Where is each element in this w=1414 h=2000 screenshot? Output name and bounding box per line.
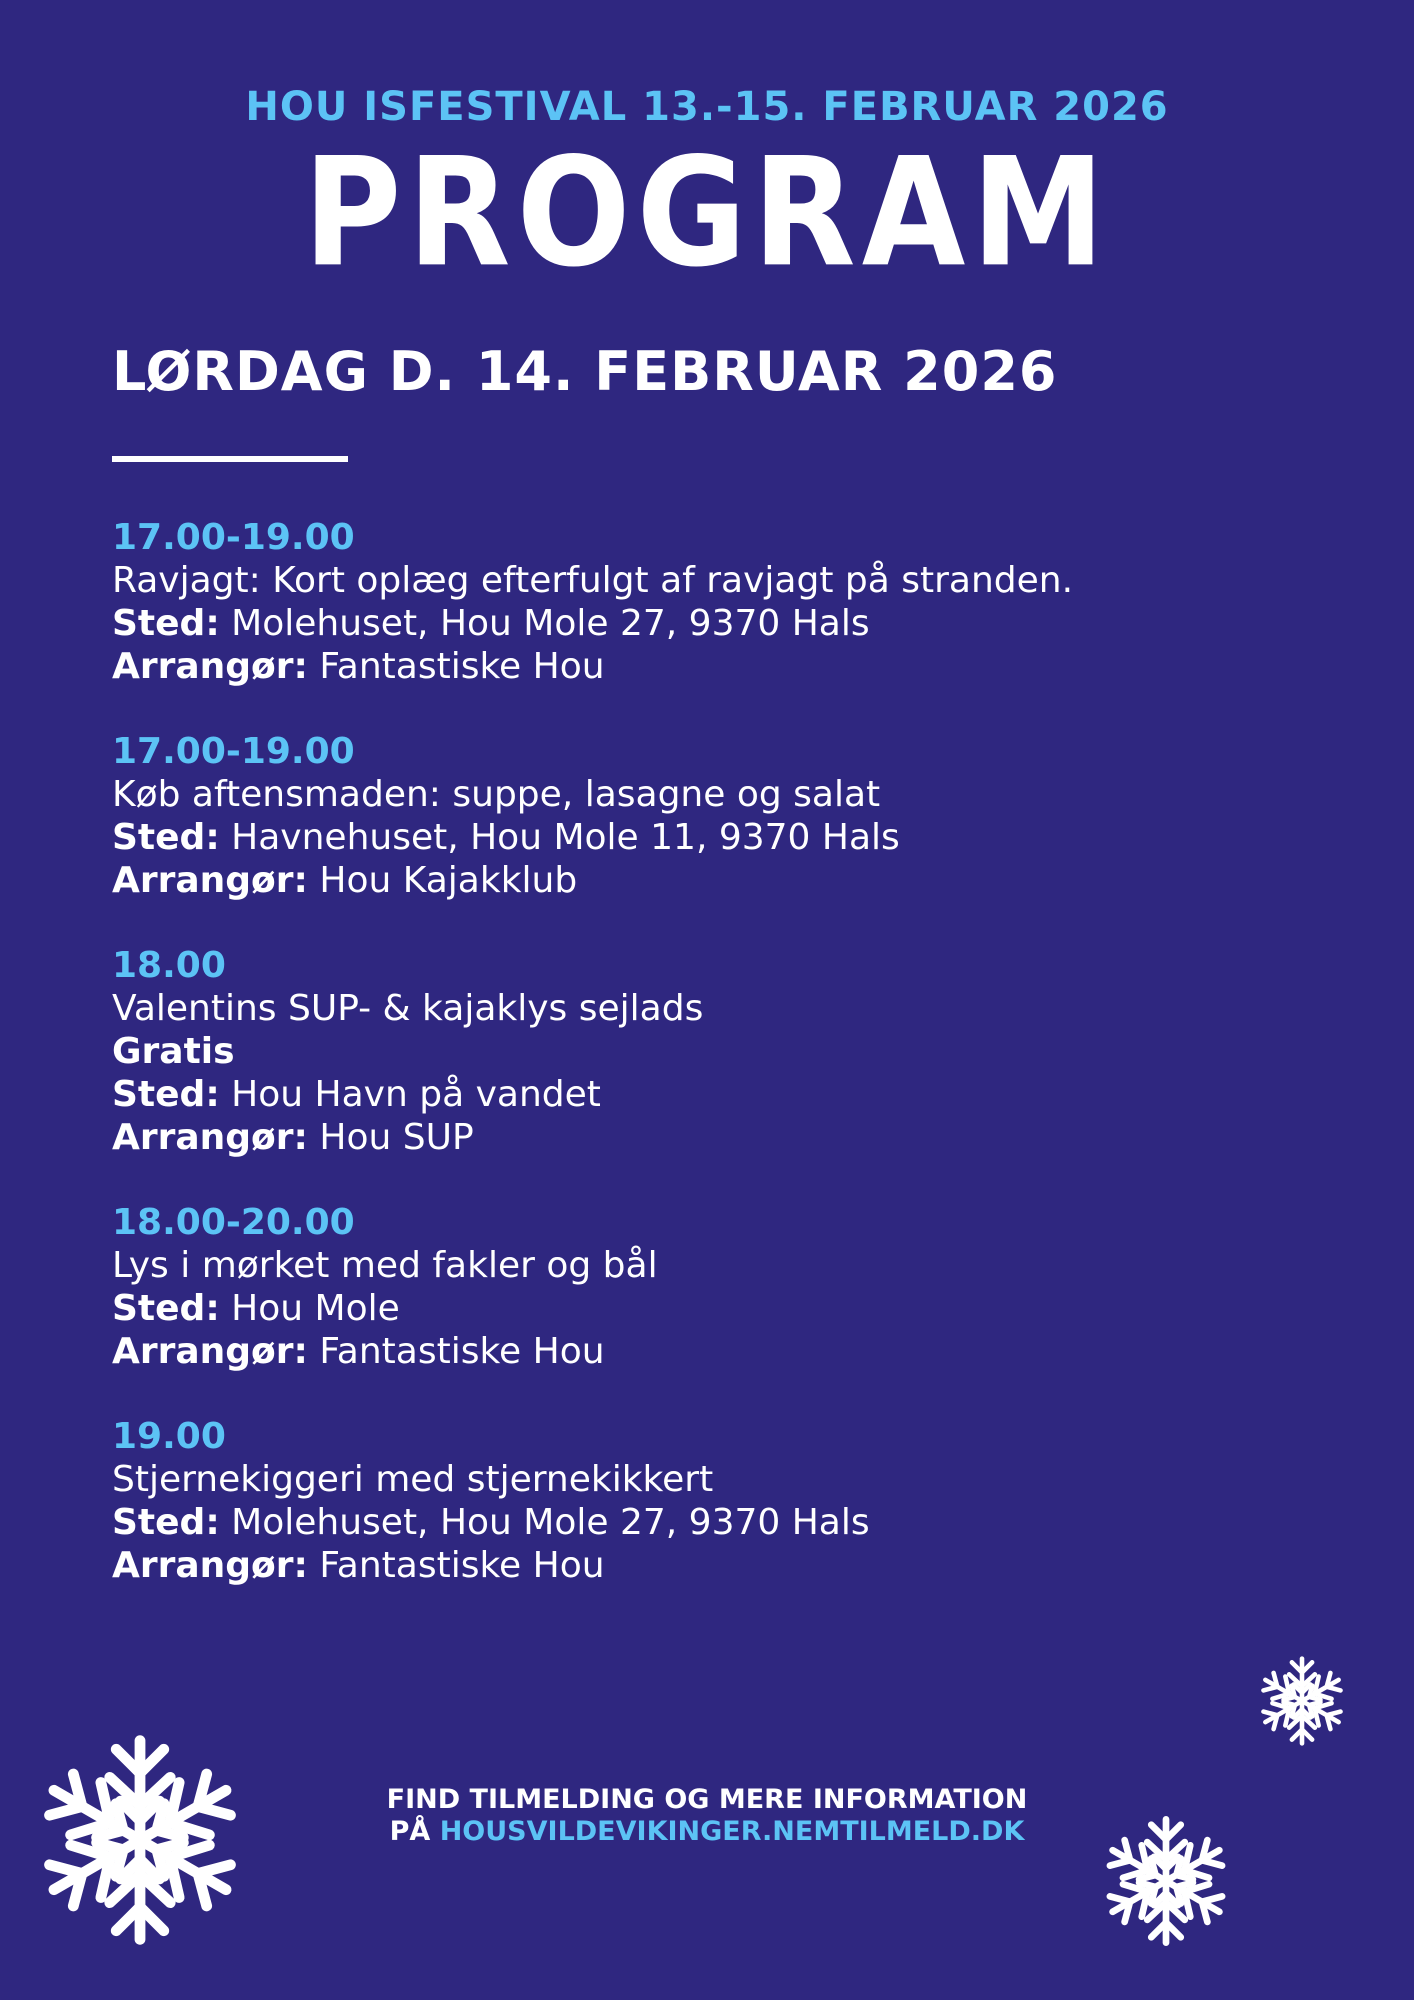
page-title: PROGRAM <box>303 125 1111 301</box>
location-label: Sted: <box>112 603 220 644</box>
event-location <box>112 1501 1312 1544</box>
event-description: Stjernekiggeri med stjernekikkert <box>112 1459 714 1500</box>
organizer-value: Fantastiske Hou <box>319 646 605 687</box>
event-organizer <box>112 1544 1312 1587</box>
location-label: Sted: <box>112 817 220 858</box>
date-heading: LØRDAG D. 14. FEBRUAR 2026 <box>112 340 1058 403</box>
location-label: Sted: <box>112 1288 220 1329</box>
organizer-label: Arrangør: <box>112 1117 308 1158</box>
event-location <box>112 602 1312 645</box>
event-time: 17.00-19.00 <box>112 517 355 558</box>
event-item <box>112 516 1312 688</box>
event-description: Køb aftensmaden: suppe, lasagne og salat <box>112 774 881 815</box>
event-time: 19.00 <box>112 1416 226 1457</box>
organizer-value: Hou SUP <box>319 1117 474 1158</box>
event-item <box>112 1201 1312 1373</box>
event-organizer <box>112 859 1312 902</box>
organizer-label: Arrangør: <box>112 860 308 901</box>
location-label: Sted: <box>112 1074 220 1115</box>
festival-subtitle: HOU ISFESTIVAL 13.-15. FEBRUAR 2026 <box>245 84 1169 130</box>
event-organizer <box>112 1116 1312 1159</box>
organizer-label: Arrangør: <box>112 646 308 687</box>
event-item <box>112 944 1312 1159</box>
organizer-value: Fantastiske Hou <box>319 1545 605 1586</box>
snowflake-icon <box>1256 1652 1348 1750</box>
location-value: Havnehuset, Hou Mole 11, 9370 Hals <box>231 817 900 858</box>
snowflake-icon <box>1094 1814 1238 1948</box>
event-location <box>112 1073 1312 1116</box>
event-location <box>112 1287 1312 1330</box>
event-list <box>112 516 1312 1629</box>
event-location <box>112 816 1312 859</box>
event-time: 17.00-19.00 <box>112 731 355 772</box>
location-value: Hou Havn på vandet <box>231 1074 601 1115</box>
event-price: Gratis <box>112 1031 235 1072</box>
snowflake-icon <box>22 1732 258 1948</box>
divider <box>112 456 348 462</box>
event-item <box>112 730 1312 902</box>
event-time: 18.00 <box>112 945 226 986</box>
organizer-label: Arrangør: <box>112 1331 308 1372</box>
location-value: Hou Mole <box>231 1288 400 1329</box>
footer-prefix: PÅ <box>389 1816 440 1847</box>
event-description: Lys i mørket med fakler og bål <box>112 1245 658 1286</box>
event-organizer <box>112 1330 1312 1373</box>
organizer-value: Fantastiske Hou <box>319 1331 605 1372</box>
footer-line-1: FIND TILMELDING OG MERE INFORMATION <box>386 1784 1028 1815</box>
location-value: Molehuset, Hou Mole 27, 9370 Hals <box>231 603 870 644</box>
location-value: Molehuset, Hou Mole 27, 9370 Hals <box>231 1502 870 1543</box>
location-label: Sted: <box>112 1502 220 1543</box>
event-time: 18.00-20.00 <box>112 1202 355 1243</box>
organizer-label: Arrangør: <box>112 1545 308 1586</box>
signup-link[interactable]: HOUSVILDEVIKINGER.NEMTILMELD.DK <box>439 1816 1025 1847</box>
event-item <box>112 1415 1312 1587</box>
event-description: Ravjagt: Kort oplæg efterfulgt af ravjagt på stranden. <box>112 560 1074 601</box>
organizer-value: Hou Kajakklub <box>319 860 578 901</box>
event-organizer <box>112 645 1312 688</box>
event-description: Valentins SUP- & kajaklys sejlads <box>112 988 704 1029</box>
